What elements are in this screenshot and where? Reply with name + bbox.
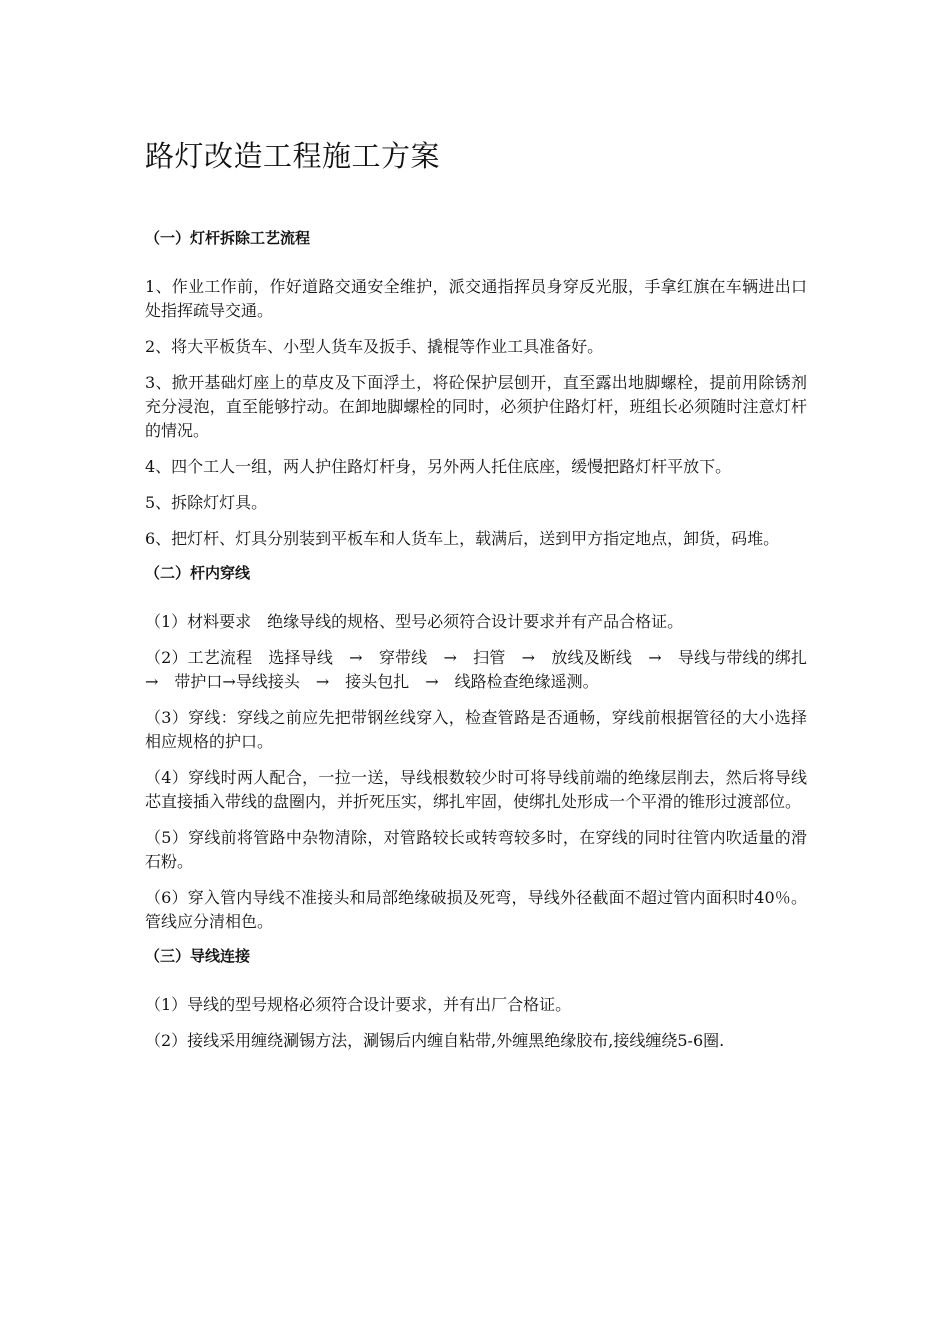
paragraph: 3、掀开基础灯座上的草皮及下面浮土，将砼保护层刨开，直至露出地脚螺栓，提前用除锈剂充分浸泡，直至能够拧动。在卸地脚螺栓的同时，必须护住路灯杆，班组长必须随时注意灯杆的情况。 <box>145 373 807 440</box>
paragraph: 4、四个工人一组，两人护住路灯杆身，另外两人托住底座，缓慢把路灯杆平放下。 <box>145 457 732 476</box>
paragraph: 6、把灯杆、灯具分别装到平板车和人货车上，载满后，送到甲方指定地点，卸货，码堆。 <box>145 529 780 548</box>
paragraph: 5、拆除灯灯具。 <box>145 493 268 512</box>
section-wire-connection <box>145 946 807 1053</box>
section-heading: （三）导线连接 <box>145 947 251 965</box>
paragraph: （2）接线采用缠绕涮锡方法，涮锡后内缠自粘带,外缠黑绝缘胶布,接线缠绕5-6圈. <box>145 1031 725 1050</box>
section-lamp-pole-removal <box>145 228 807 551</box>
paragraph: 1、作业工作前，作好道路交通安全维护，派交通指挥员身穿反光服，手拿红旗在车辆进出口处指挥疏导交通。 <box>145 277 807 320</box>
paragraph: （3）穿线：穿线之前应先把带钢丝线穿入，检查管路是否通畅，穿线前根据管径的大小选择相应规格的护口。 <box>145 708 807 751</box>
paragraph: （5）穿线前将管路中杂物清除，对管路较长或转弯较多时，在穿线的同时往管内吹适量的滑石粉。 <box>145 828 807 871</box>
paragraph: （1）导线的型号规格必须符合设计要求，并有出厂合格证。 <box>145 995 572 1014</box>
paragraph: （6）穿入管内导线不准接头和局部绝缘破损及死弯，导线外径截面不超过管内面积时40％。管线应分清相色。 <box>145 888 807 931</box>
document-title: 路灯改造工程施工方案 <box>145 139 441 173</box>
paragraph: （1）材料要求 绝缘导线的规格、型号必须符合设计要求并有产品合格证。 <box>145 612 684 631</box>
paragraph: （4）穿线时两人配合，一拉一送，导线根数较少时可将导线前端的绝缘层削去，然后将导线芯直接插入带线的盘圈内，并折死压实，绑扎牢固，使绑扎处形成一个平滑的锥形过渡部位。 <box>145 768 807 811</box>
section-heading: （一）灯杆拆除工艺流程 <box>145 229 311 247</box>
paragraph: （2）工艺流程 选择导线 → 穿带线 → 扫管 → 放线及断线 → 导线与带线的绑扎 → 带护口→导线接头 → 接头包扎 → 线路检查绝缘遥测。 <box>145 648 824 691</box>
section-in-pole-wiring <box>145 563 824 934</box>
paragraph: 2、将大平板货车、小型人货车及扳手、撬棍等作业工具准备好。 <box>145 337 604 356</box>
section-heading: （二）杆内穿线 <box>145 564 251 582</box>
document-body <box>145 228 824 1065</box>
